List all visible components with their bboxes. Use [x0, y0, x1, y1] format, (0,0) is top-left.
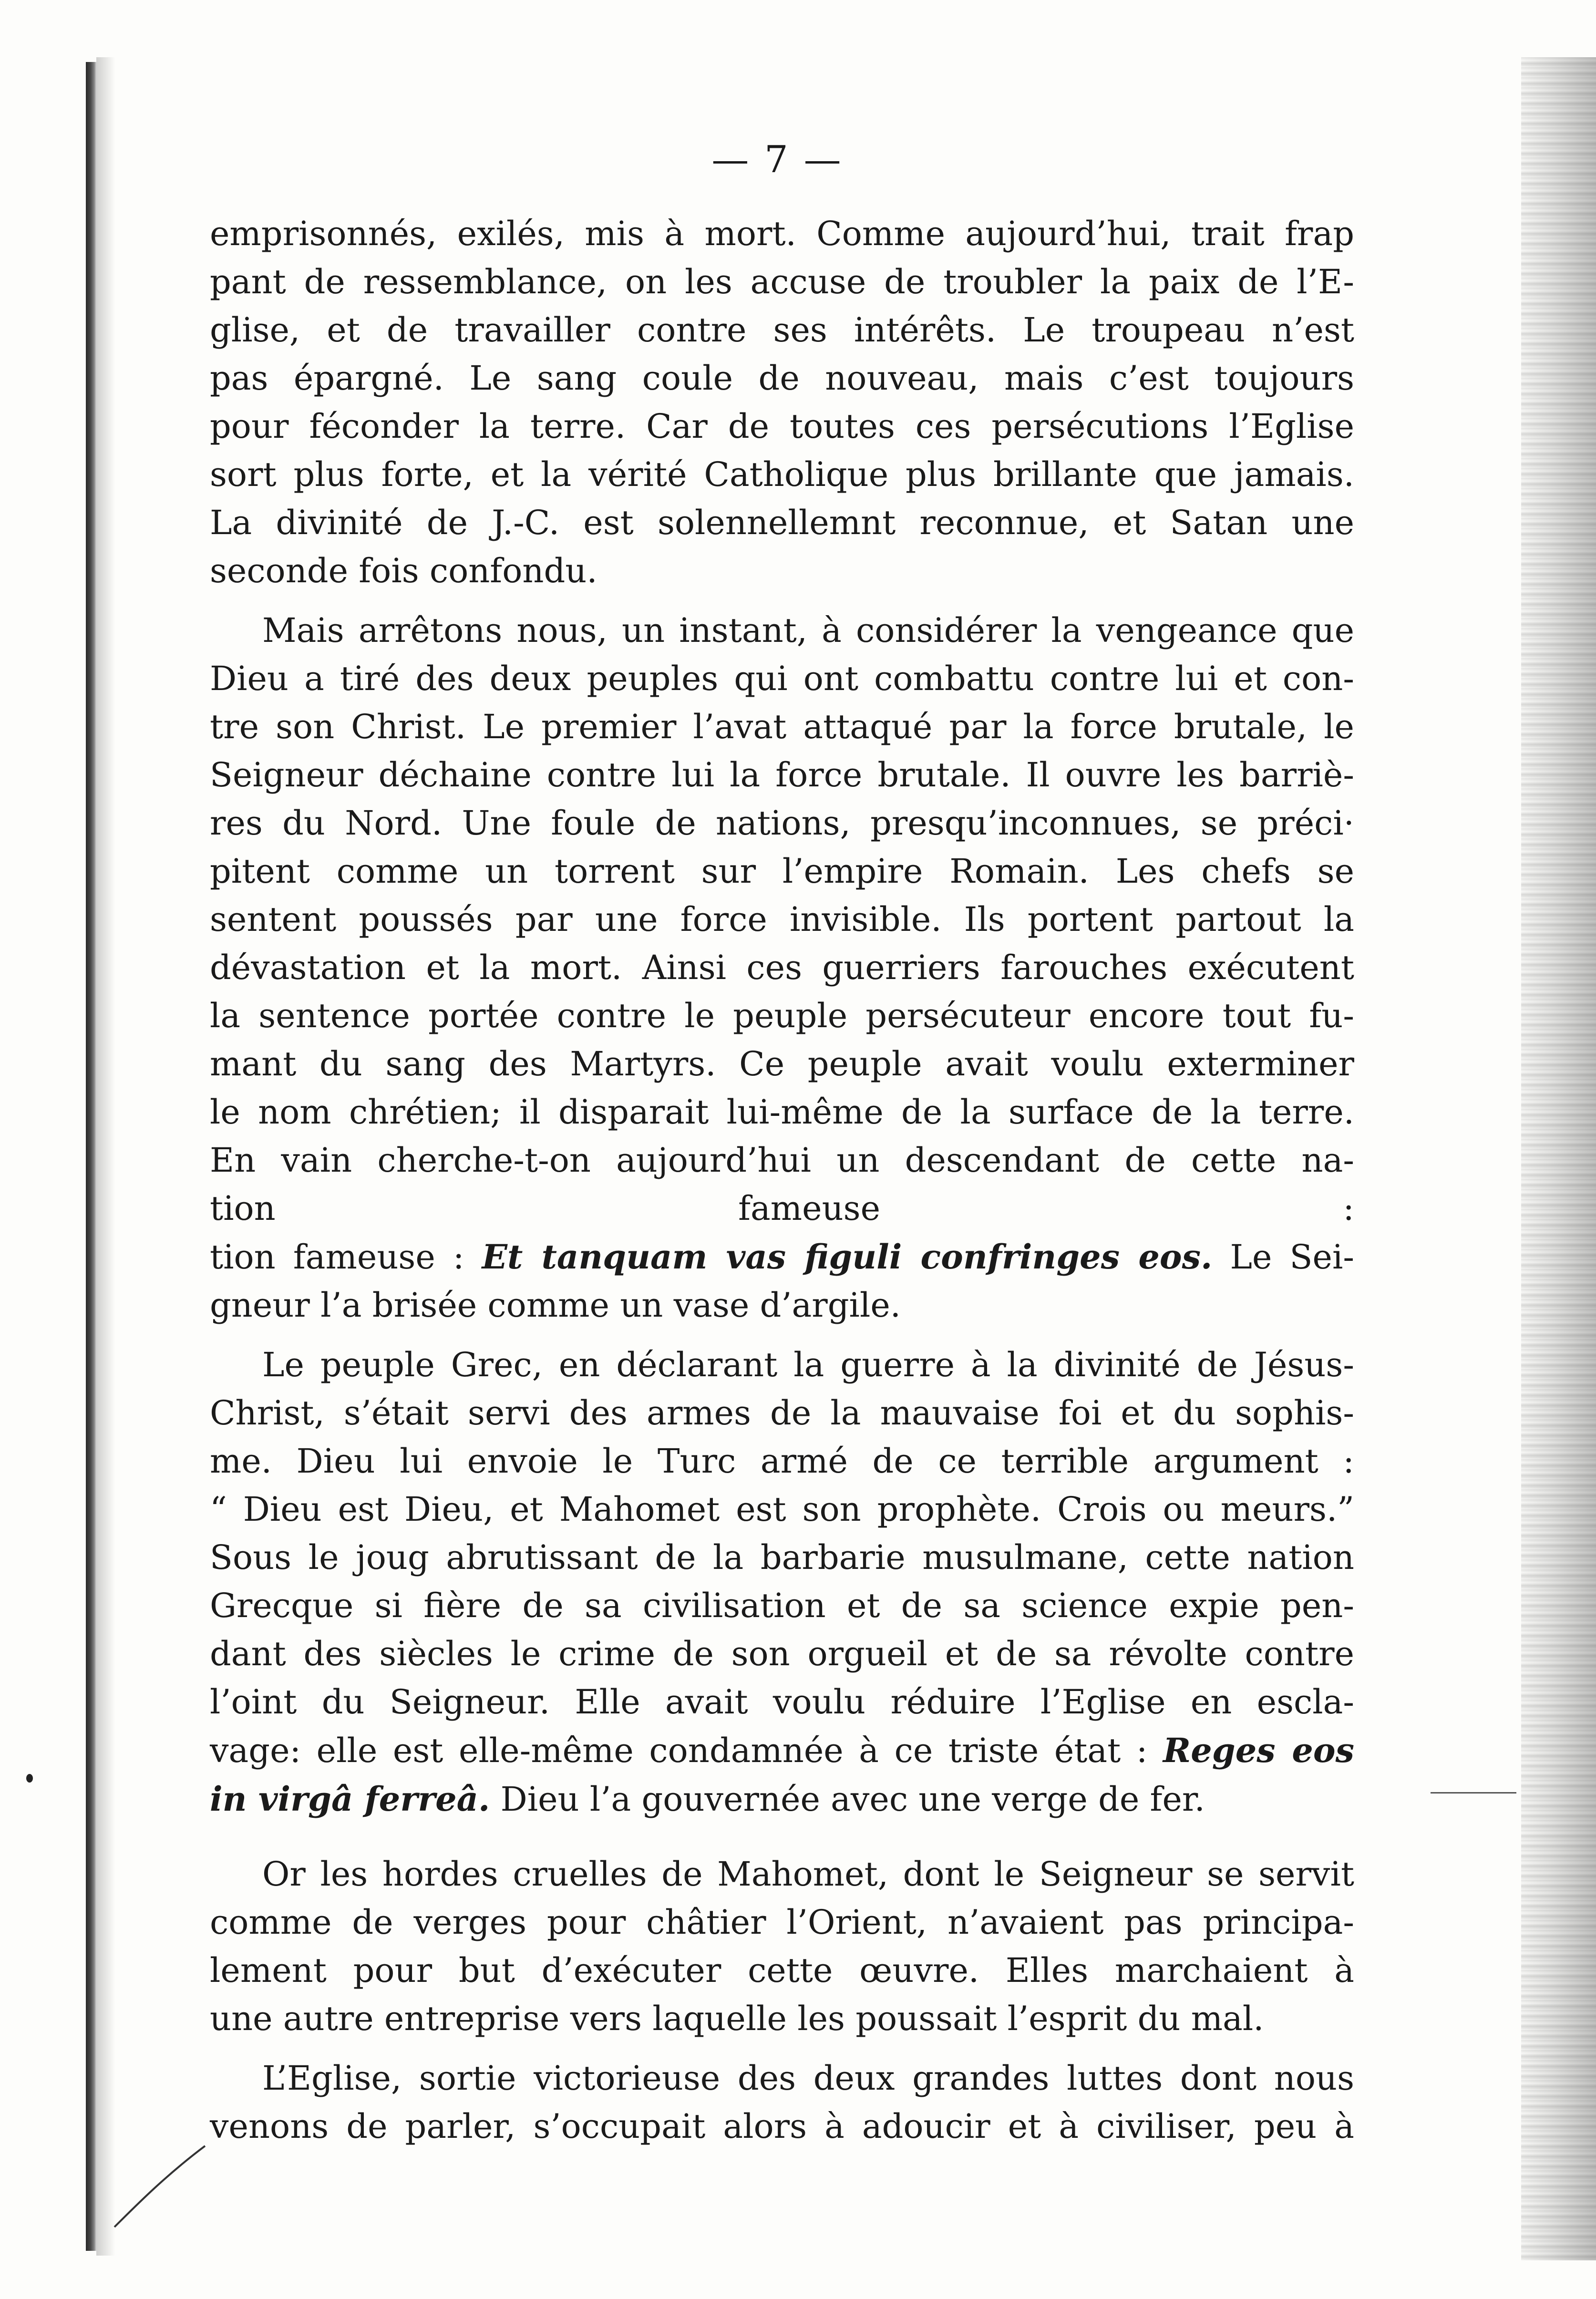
- text-line: venons de parler, s’occupait alors à adoucir et à civiliser, peu à: [210, 2107, 1354, 2146]
- text-line: dévastation et la mort. Ainsi ces guerriers farouches exécutent: [210, 948, 1354, 987]
- text-line: [210, 1775, 1354, 1824]
- text-line: me. Dieu lui envoie le Turc armé de ce terrible argument :: [210, 1442, 1354, 1481]
- paragraph: [210, 210, 1354, 595]
- text-line: sort plus forte, et la vérité Catholique plus brillante que jamais.: [210, 455, 1354, 494]
- text-line: pitent comme un torrent sur l’empire Romain. Les chefs se: [210, 852, 1354, 891]
- text-line: une autre entreprise vers laquelle les poussait l’esprit du mal.: [210, 1999, 1264, 2038]
- text-line: Christ, s’était servi des armes de la mauvaise foi et du sophis-: [210, 1393, 1354, 1433]
- text-line: comme de verges pour châtier l’Orient, n’avaient pas principa-: [210, 1903, 1354, 1942]
- text-line: Le peuple Grec, en déclarant la guerre à la divinité de Jésus-: [262, 1345, 1354, 1384]
- text-segment: vage: elle est elle-même condamnée à ce triste état :: [210, 1731, 1164, 1770]
- latin-quote: Et tanquam vas figuli confringes eos.: [482, 1237, 1213, 1277]
- text-line: la sentence portée contre le peuple persécuteur encore tout fu-: [210, 996, 1354, 1035]
- ink-dot: [26, 1774, 33, 1783]
- page-number: — 7 —: [711, 138, 843, 181]
- text-line: lement pour but d’exécuter cette œuvre. Elles marchaient à: [210, 1951, 1354, 1990]
- pen-stroke-mark: [95, 2141, 238, 2237]
- text-line: [210, 1726, 1354, 1775]
- text-line: “ Dieu est Dieu, et Mahomet est son prophète. Crois ou meurs.”: [210, 1490, 1354, 1529]
- text-line: Grecque si fière de sa civilisation et de sa science expie pen-: [210, 1586, 1354, 1625]
- text-line: Dieu a tiré des deux peuples qui ont combattu contre lui et con-: [210, 659, 1354, 698]
- text-segment: Le Sei-: [1212, 1237, 1354, 1277]
- text-line: sentent poussés par une force invisible. Ils portent partout la: [210, 900, 1354, 939]
- text-segment: Dieu l’a gouvernée avec une verge de fer.: [490, 1780, 1205, 1819]
- text-line: res du Nord. Une foule de nations, presqu’inconnues, se préci·: [210, 804, 1354, 843]
- text-line: En vain cherche-t-on aujourd’hui un descendant de cette na-: [210, 1141, 1354, 1180]
- text-line: Seigneur déchaine contre lui la force brutale. Il ouvre les barriè-: [210, 755, 1354, 794]
- text-line: dant des siècles le crime de son orgueil et de sa révolte contre: [210, 1634, 1354, 1673]
- body-text: [210, 210, 1354, 2162]
- text-line: pour féconder la terre. Car de toutes ces persécutions l’Eglise: [210, 407, 1354, 446]
- paragraph: [210, 1850, 1354, 2043]
- text-line: La divinité de J.-C. est solennellemnt reconnue, et Satan une: [210, 503, 1354, 542]
- binding-shadow: [96, 57, 115, 2256]
- text-line: tion fameuse :: [210, 1189, 1354, 1228]
- text-line: pant de ressemblance, on les accuse de troubler la paix de l’E-: [210, 262, 1354, 301]
- paragraph: [210, 607, 1354, 1330]
- text-line: [210, 1233, 1354, 1281]
- text-line: L’Eglise, sortie victorieuse des deux grandes luttes dont nous: [262, 2059, 1354, 2098]
- text-line: Or les hordes cruelles de Mahomet, dont le Seigneur se servit: [262, 1855, 1354, 1894]
- latin-quote: in virgâ ferreâ.: [210, 1779, 490, 1819]
- binding-edge: [86, 62, 96, 2251]
- text-segment: tion fameuse :: [210, 1237, 482, 1277]
- text-line: seconde fois confondu.: [210, 551, 597, 590]
- text-line: pas épargné. Le sang coule de nouveau, mais c’est toujours: [210, 359, 1354, 398]
- text-line: Mais arrêtons nous, un instant, à considérer la vengeance que: [262, 611, 1354, 650]
- latin-quote: Reges eos: [1163, 1731, 1354, 1770]
- text-line: Sous le joug abrutissant de la barbarie musulmane, cette nation: [210, 1538, 1354, 1577]
- text-line: l’oint du Seigneur. Elle avait voulu réduire l’Eglise en escla-: [210, 1682, 1354, 1722]
- paragraph: [210, 2054, 1354, 2151]
- text-line: tre son Christ. Le premier l’avat attaqué par la force brutale, le: [210, 707, 1354, 746]
- text-line: gneur l’a brisée comme un vase d’argile.: [210, 1286, 901, 1325]
- text-line: le nom chrétien; il disparait lui-même de la surface de la terre.: [210, 1093, 1354, 1132]
- text-line: emprisonnés, exilés, mis à mort. Comme aujourd’hui, trait frap: [210, 214, 1354, 253]
- margin-dash: [1431, 1792, 1516, 1794]
- text-line: mant du sang des Martyrs. Ce peuple avait voulu exterminer: [210, 1044, 1354, 1083]
- paragraph: [210, 1341, 1354, 1824]
- page-edge: [1521, 57, 1596, 2260]
- text-line: glise, et de travailler contre ses intérêts. Le troupeau n’est: [210, 310, 1354, 350]
